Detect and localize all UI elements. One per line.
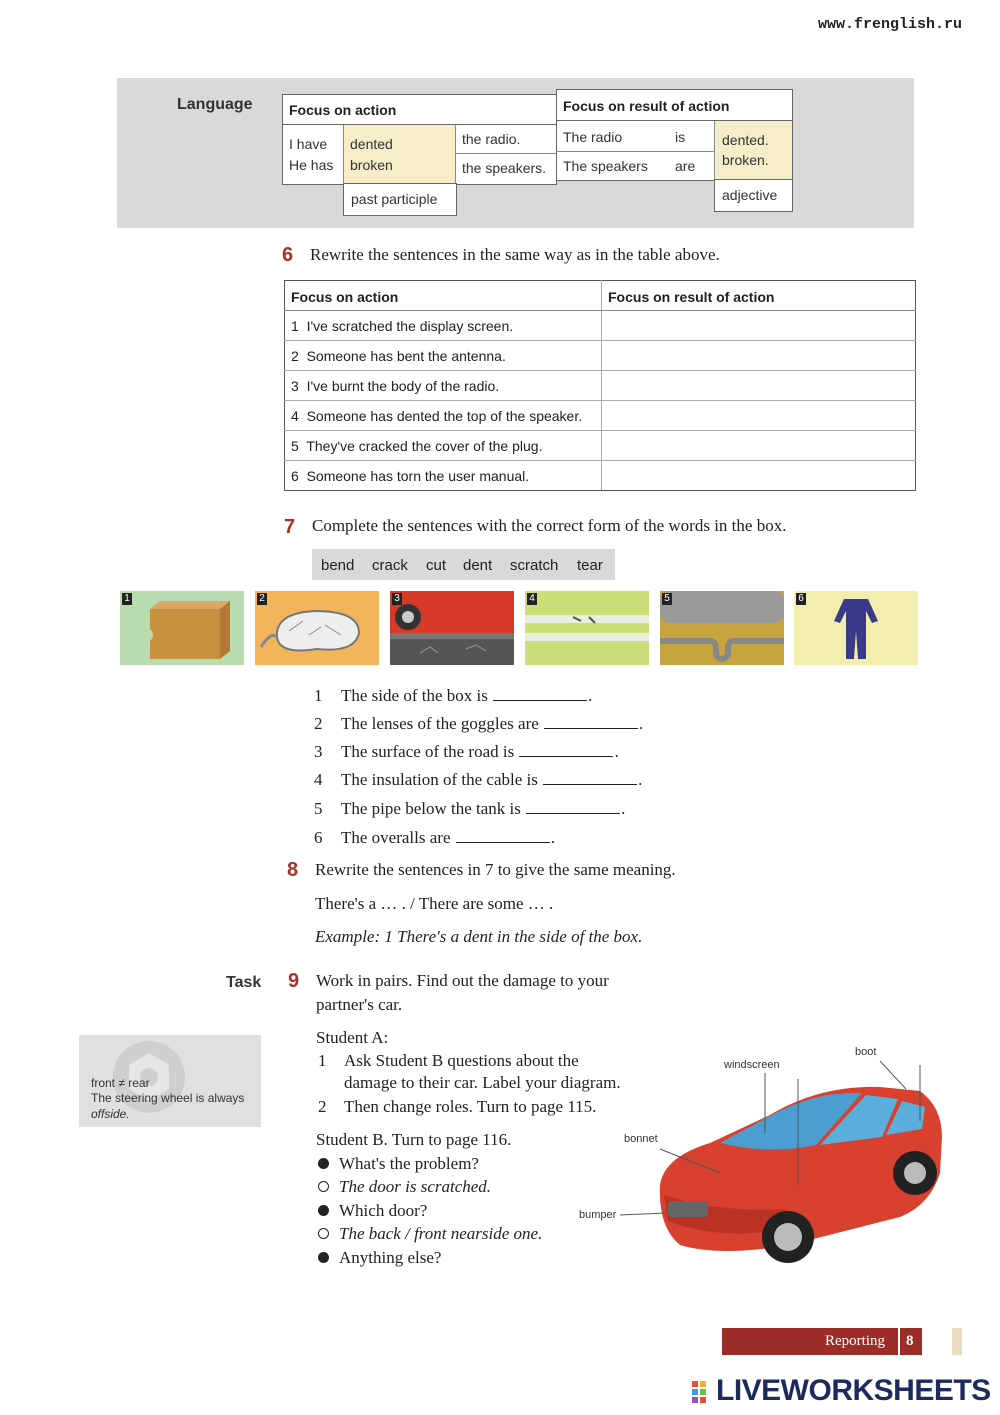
picture-number: 2	[257, 593, 267, 605]
participle-1: dented	[350, 136, 393, 152]
dialogue-line: The door is scratched.	[318, 1177, 491, 1197]
row-number: 4	[291, 407, 299, 424]
sentence-2: 2 The lenses of the goggles are .	[314, 714, 644, 733]
dialogue-line: Anything else?	[318, 1248, 441, 1268]
result-subject-1: The radio	[563, 129, 623, 145]
exercise-9-instruction-1: Work in pairs. Find out the damage to your	[316, 971, 609, 990]
word-dent: dent	[463, 557, 493, 574]
answer-blank[interactable]	[493, 688, 587, 701]
dialogue-line: Which door?	[318, 1201, 427, 1221]
car-road-icon	[390, 591, 514, 665]
table-row	[285, 311, 916, 341]
overalls-icon	[794, 591, 918, 665]
answer-cell[interactable]	[602, 461, 916, 491]
row-number: 6	[291, 467, 299, 484]
site-url: www.frenglish.ru	[817, 16, 962, 33]
word-tear: tear	[577, 557, 603, 574]
exercise-8-example: Example: 1 There's a dent in the side of the box.	[315, 927, 643, 946]
filled-bullet-icon	[318, 1252, 329, 1263]
answer-blank[interactable]	[456, 830, 550, 843]
exercise-9-instruction-2: partner's car.	[316, 995, 403, 1014]
sentence-4: 4 The insulation of the cable is .	[314, 770, 643, 789]
answer-blank[interactable]	[519, 744, 613, 757]
picture-goggles	[255, 591, 379, 665]
table-row	[285, 461, 916, 491]
step-1-number: 1	[318, 1051, 327, 1070]
picture-number: 1	[122, 593, 132, 605]
row-text: Someone has dented the top of the speaker.	[306, 407, 583, 424]
picture-number: 6	[796, 593, 806, 605]
exercise-8-number: 8	[287, 859, 299, 881]
row-text: I've burnt the body of the radio.	[306, 377, 500, 394]
table-header-row	[285, 281, 916, 311]
exercise-6-number: 6	[282, 244, 294, 266]
verb-2: are	[675, 158, 696, 174]
table-row	[285, 341, 916, 371]
exercise-9-number: 9	[288, 970, 300, 992]
pipe-icon	[660, 591, 784, 665]
exercise-8-instruction: Rewrite the sentences in 7 to give the same meaning.	[315, 860, 676, 879]
object-2: the speakers.	[462, 160, 547, 176]
answer-cell[interactable]	[602, 431, 916, 461]
open-bullet-icon	[318, 1181, 329, 1192]
exercise-6-table	[284, 280, 916, 491]
picture-number: 4	[527, 593, 537, 605]
focus-on-result-header: Focus on result of action	[563, 98, 730, 114]
filled-bullet-icon	[318, 1158, 329, 1169]
sentence-3: 3 The surface of the road is .	[314, 742, 619, 761]
car-icon	[580, 1045, 955, 1280]
row-number: 3	[291, 377, 299, 394]
answer-cell[interactable]	[602, 311, 916, 341]
row-number: 1	[291, 317, 299, 334]
note-line-1: front ≠ rear	[91, 1076, 150, 1090]
adjective-1: dented.	[722, 132, 769, 148]
word-scratch: scratch	[510, 557, 559, 574]
focus-on-action-header: Focus on action	[289, 102, 397, 118]
sentence-6: 6 The overalls are .	[314, 828, 555, 847]
goggles-icon	[255, 591, 379, 665]
word-bend: bend	[321, 557, 355, 574]
answer-cell[interactable]	[602, 371, 916, 401]
word-crack: crack	[372, 557, 408, 574]
footer-divider	[898, 1328, 900, 1355]
row-text: They've cracked the cover of the plug.	[306, 437, 543, 454]
divider	[556, 151, 714, 152]
filled-bullet-icon	[318, 1205, 329, 1216]
divider	[456, 153, 556, 154]
row-text: Someone has torn the user manual.	[306, 467, 530, 484]
car-label-bonnet: bonnet	[624, 1133, 658, 1145]
participle-2: broken	[350, 157, 393, 173]
word-box	[312, 549, 615, 580]
exercise-7-number: 7	[284, 516, 296, 538]
note-line-3: offside.	[91, 1107, 130, 1121]
subject-1: I have	[289, 136, 328, 152]
word-cut: cut	[426, 557, 447, 574]
picture-overalls	[794, 591, 918, 665]
sentence-1: 1 The side of the box is .	[314, 686, 593, 705]
open-bullet-icon	[318, 1228, 329, 1239]
row-number: 2	[291, 347, 299, 364]
liveworksheets-logo-icon	[692, 1381, 714, 1403]
student-b-label: Student B. Turn to page 116.	[316, 1130, 512, 1149]
footer-bar	[722, 1328, 922, 1355]
step-1-line2: damage to their car. Label your diagram.	[344, 1073, 621, 1092]
cable-icon	[525, 591, 649, 665]
exercise-8-pattern: There's a … . / There are some … .	[315, 894, 554, 913]
step-2-line1: Then change roles. Turn to page 115.	[344, 1097, 597, 1116]
language-label: Language	[177, 96, 253, 113]
dented-box-icon	[120, 591, 244, 665]
answer-cell[interactable]	[602, 341, 916, 371]
exercise-6-instruction: Rewrite the sentences in the same way as in the table above.	[310, 245, 720, 264]
page-tab	[952, 1328, 962, 1355]
result-subject-2: The speakers	[563, 158, 648, 174]
picture-pipe	[660, 591, 784, 665]
col-focus-on-result: Focus on result of action	[602, 281, 916, 311]
task-label: Task	[226, 974, 262, 991]
exercise-7-instruction: Complete the sentences with the correct form of the words in the box.	[312, 516, 787, 535]
object-1: the radio.	[462, 131, 521, 147]
adjective-label: adjective	[722, 187, 778, 203]
sentence-5: 5 The pipe below the tank is .	[314, 799, 626, 818]
answer-blank[interactable]	[543, 772, 637, 785]
brand-logo: LIVEWORKSHEETS	[716, 1374, 991, 1407]
table-row	[285, 431, 916, 461]
car-label-windscreen: windscreen	[724, 1059, 780, 1071]
col-focus-on-action: Focus on action	[285, 281, 602, 311]
subject-2: He has	[289, 157, 334, 173]
step-2-number: 2	[318, 1097, 327, 1116]
answer-blank[interactable]	[526, 801, 620, 814]
car-label-bumper: bumper	[579, 1209, 617, 1221]
adjective-2: broken.	[722, 152, 769, 168]
car-label-boot: boot	[855, 1046, 877, 1058]
dialogue-line: What's the problem?	[318, 1154, 479, 1174]
past-participle-label: past participle	[351, 191, 438, 207]
footer-section: Reporting	[825, 1333, 885, 1349]
picture-box	[120, 591, 244, 665]
picture-number: 3	[392, 593, 402, 605]
answer-cell[interactable]	[602, 401, 916, 431]
divider	[455, 125, 456, 183]
picture-road	[390, 591, 514, 665]
verb-1: is	[675, 129, 686, 145]
picture-number: 5	[662, 593, 672, 605]
step-1-line1: Ask Student B questions about the	[344, 1051, 579, 1070]
row-number: 5	[291, 437, 299, 454]
row-text: Someone has bent the antenna.	[306, 347, 506, 364]
table-row	[285, 401, 916, 431]
note-line-2: The steering wheel is always	[91, 1091, 245, 1105]
dialogue-line: The back / front nearside one.	[318, 1224, 542, 1244]
note-box	[79, 1035, 261, 1127]
row-text: I've scratched the display screen.	[306, 317, 514, 334]
table-row	[285, 371, 916, 401]
answer-blank[interactable]	[544, 716, 638, 729]
page-number: 8	[906, 1333, 914, 1349]
picture-cable	[525, 591, 649, 665]
student-a-label: Student A:	[316, 1028, 389, 1047]
